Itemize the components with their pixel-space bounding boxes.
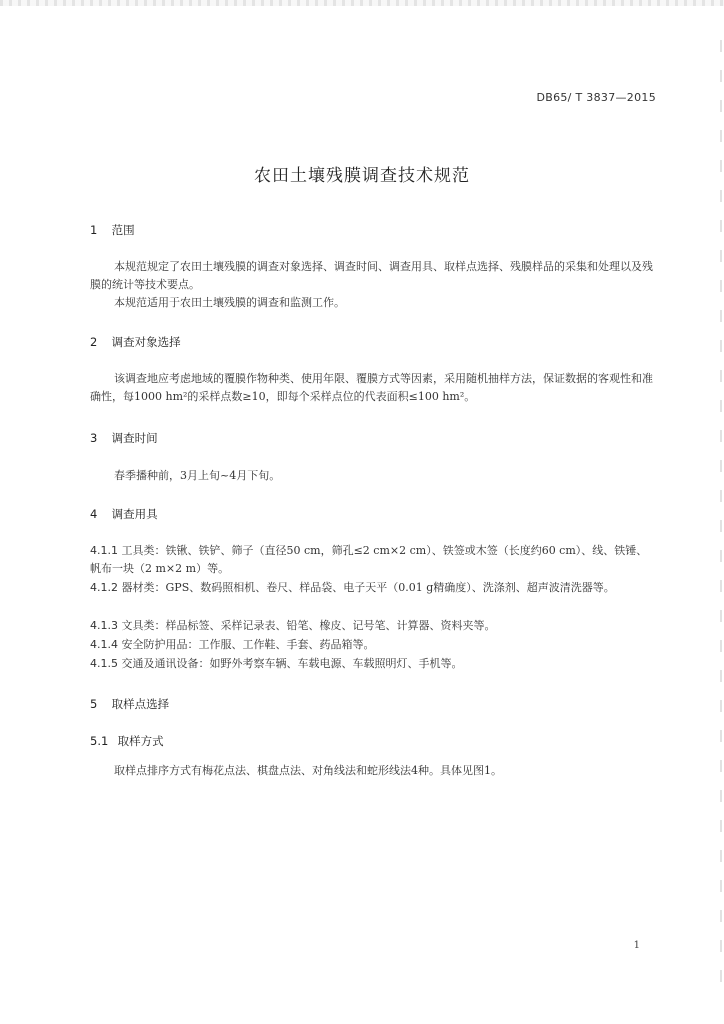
subsection-5-1-paragraph: 取样点排序方式有梅花点法、棋盘点法、对角线法和蛇形线法4种。具体见图1。 — [114, 764, 502, 777]
item-number: 4.1.2 — [90, 581, 118, 594]
list-item-4-1-3 — [90, 617, 496, 633]
item-text: 文具类：样品标签、采样记录表、铅笔、橡皮、记号笔、计算器、资料夹等。 — [121, 619, 496, 632]
section-title: 调查时间 — [111, 431, 158, 445]
section-number: 4 — [90, 507, 98, 521]
section-3-heading — [90, 430, 158, 446]
section-number: 2 — [90, 335, 98, 349]
item-text: 器材类：GPS、数码照相机、卷尺、样品袋、电子天平（0.01 g精确度）、洗涤剂、超声波清洗器等。 — [121, 581, 615, 594]
section-2-paragraph-1: 该调查地应考虑地域的覆膜作物种类、使用年限、覆膜方式等因素，采用随机抽样方法，保证数据的客观性和准确性，每1000 hm²的采样点数≥10，即每个采样点位的代表面积≤100 hm²。 — [90, 372, 653, 403]
section-number: 5 — [90, 697, 98, 711]
subsection-5-1-heading — [90, 733, 164, 749]
section-2-heading — [90, 334, 181, 350]
page-number: 1 — [633, 940, 640, 951]
section-3-paragraph-1: 春季播种前，3月上旬~4月下旬。 — [114, 469, 281, 482]
item-text: 工具类：铁锹、铁铲、筛子（直径50 cm，筛孔≤2 cm×2 cm）、铁签或木签（长度约60 cm）、线、铁锤、帆布一块（2 m×2 m）等。 — [90, 544, 648, 575]
section-title: 调查对象选择 — [111, 335, 181, 349]
subsection-number: 5.1 — [90, 734, 109, 748]
list-item-4-1-2 — [90, 579, 656, 597]
item-number: 4.1.4 — [90, 638, 118, 651]
item-number: 4.1.1 — [90, 544, 118, 557]
section-number: 1 — [90, 223, 98, 237]
subsection-title: 取样方式 — [117, 734, 164, 748]
section-1-paragraph-1: 本规范规定了农田土壤残膜的调查对象选择、调查时间、调查用具、取样点选择、残膜样品的采集和处理以及残膜的统计等技术要点。 — [90, 260, 653, 291]
section-1-heading — [90, 222, 135, 238]
section-number: 3 — [90, 431, 98, 445]
list-item-4-1-4 — [90, 636, 375, 652]
scan-edge-top — [0, 0, 724, 6]
item-text: 安全防护用品：工作服、工作鞋、手套、药品箱等。 — [121, 638, 375, 651]
item-number: 4.1.3 — [90, 619, 118, 632]
item-text: 交通及通讯设备：如野外考察车辆、车载电源、车载照明灯、手机等。 — [121, 657, 463, 670]
list-item-4-1-5 — [90, 655, 463, 671]
section-5-heading — [90, 696, 169, 712]
section-1-paragraph-2: 本规范适用于农田土壤残膜的调查和监测工作。 — [114, 296, 345, 309]
item-number: 4.1.5 — [90, 657, 118, 670]
section-title: 调查用具 — [111, 507, 158, 521]
section-title: 范围 — [111, 223, 135, 237]
list-item-4-1-1 — [90, 542, 656, 578]
section-4-heading — [90, 506, 158, 522]
page-title: 农田土壤残膜调查技术规范 — [254, 166, 470, 186]
section-title: 取样点选择 — [111, 697, 170, 711]
standard-code: DB65/ T 3837—2015 — [536, 91, 656, 104]
